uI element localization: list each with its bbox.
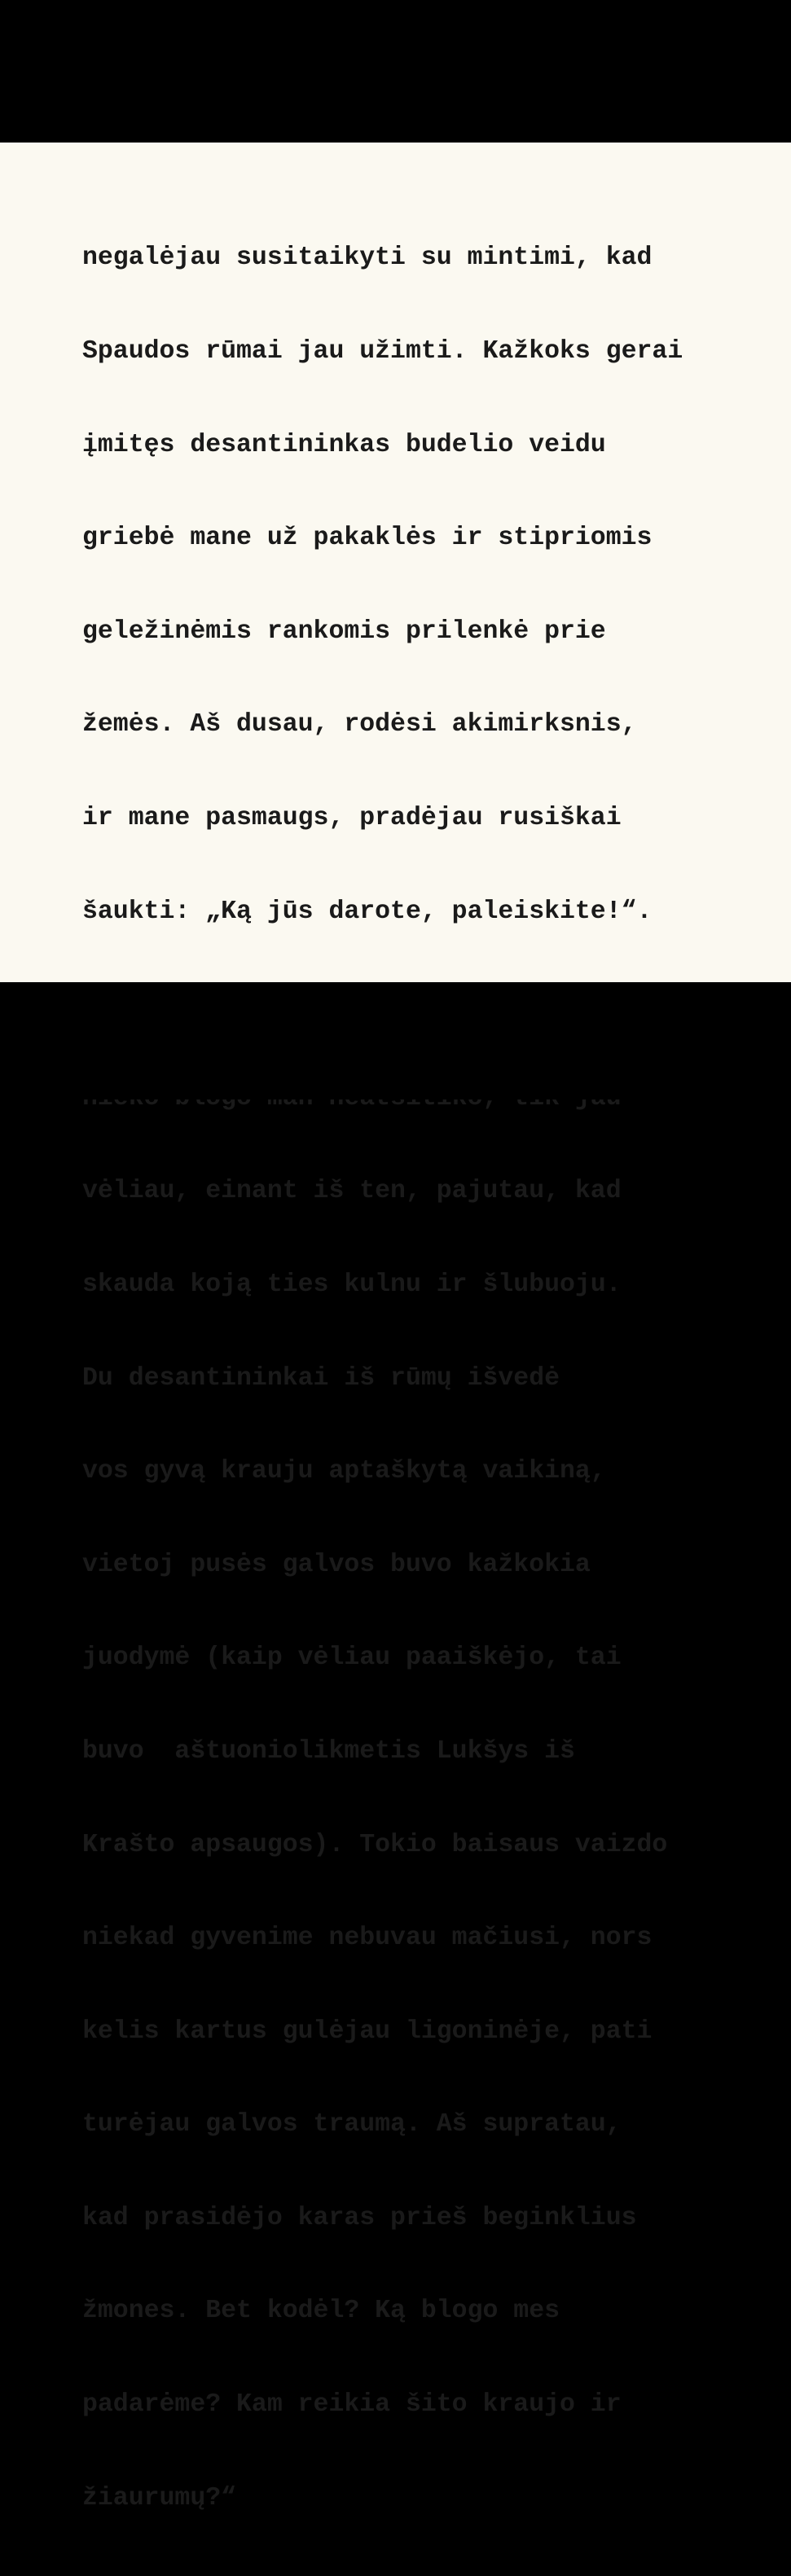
text-line: įmitęs desantininkas budelio veidu [82,430,606,459]
text-line: vos gyvą krauju aptaškytą vaikiną, [82,1457,606,1486]
text-line: skauda koją ties kulnu ir šlubuoju. [82,1270,622,1299]
text-line: šaukti: „Ką jūs darote, paleiskite!“. [82,897,653,926]
text-line: žemės. Aš dusau, rodėsi akimirksnis, [82,710,637,739]
text-line: griebė mane už pakaklės ir stipriomis [82,524,653,553]
text-line: buvo aštuoniolikmetis Lukšys iš [82,1736,575,1766]
text-line: ir mane pasmaugs, pradėjau rusiškai [82,803,622,832]
text-line: vietoj pusės galvos buvo kažkokia [82,1550,591,1579]
text-line: žmones. Bet kodėl? Ką blogo mes [82,2297,560,2326]
text-line: kelis kartus gulėjau ligoninėje, pati [82,2016,653,2046]
text-line: turėjau galvos traumą. Aš supratau, [82,2110,622,2139]
text-line: padarėme? Kam reikia šito kraujo ir [82,2390,622,2420]
text-line: juodymė (kaip vėliau paaiškėjo, tai [82,1643,622,1673]
text-line: geležinėmis rankomis prilenkė prie [82,617,606,646]
bottom-letterbox-bar [0,982,791,1099]
body-text [82,181,775,2576]
text-page [0,143,791,2512]
text-line: Spaudos rūmai jau užimti. Kažkoks gerai [82,337,683,366]
text-line: negalėjau susitaikyti su mintimi, kad [82,244,653,273]
text-line: žiaurumų?“ [82,2483,237,2512]
text-line: niekad gyvenime nebuvau mačiusi, nors [82,1924,653,1953]
text-line: vėliau, einant iš ten, pajutau, kad [82,1177,622,1206]
text-line: kad prasidėjo karas prieš beginklius [82,2203,637,2232]
top-letterbox-bar [0,0,791,143]
text-line: Krašto apsaugos). Tokio baisaus vaizdo [82,1830,668,1859]
text-line: Du desantininkai iš rūmų išvedė [82,1363,560,1393]
